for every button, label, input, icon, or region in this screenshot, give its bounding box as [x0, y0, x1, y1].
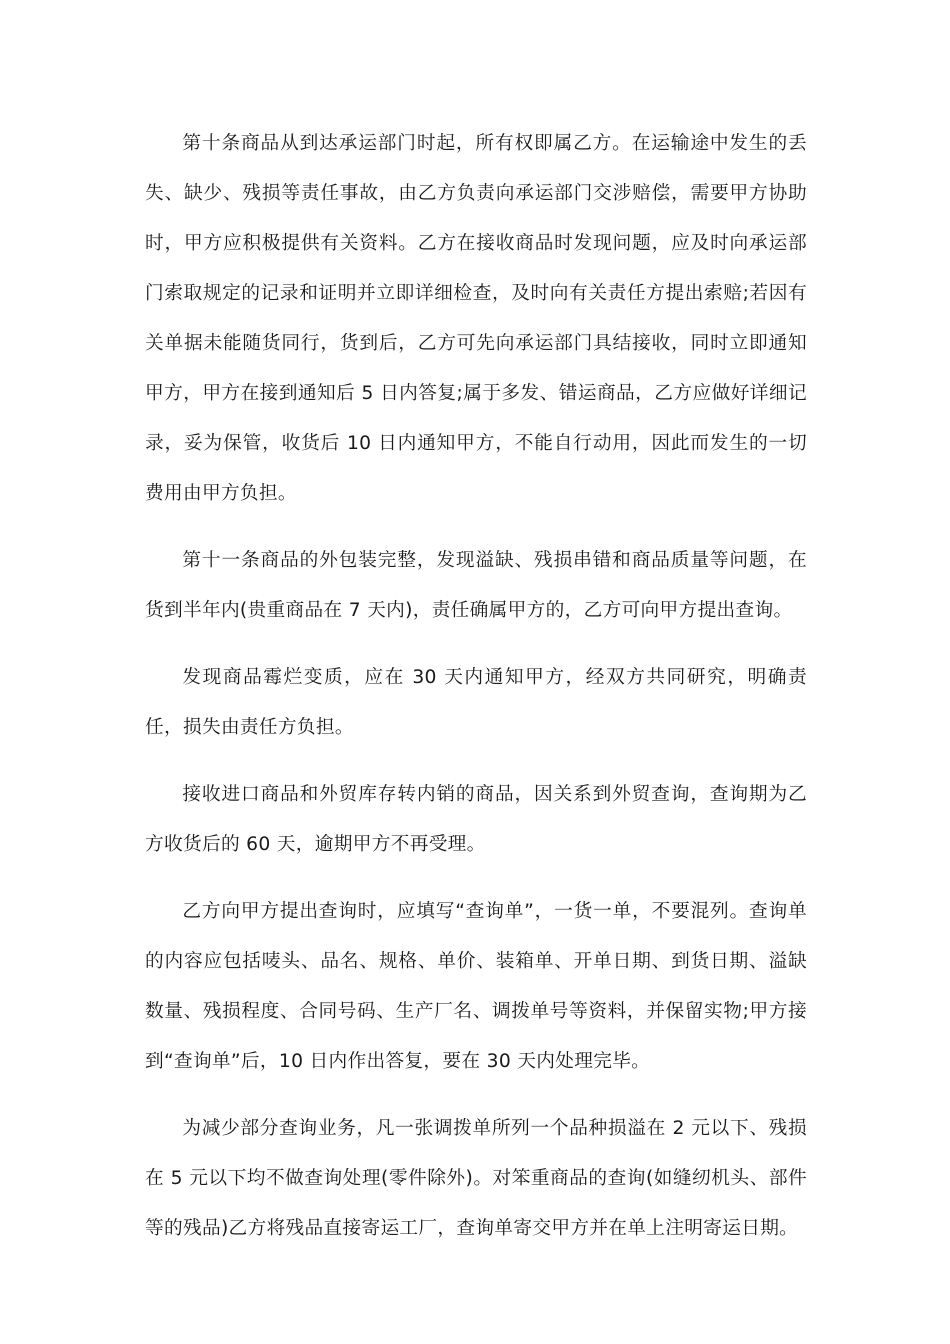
paragraph-query-exemption: 为减少部分查询业务，凡一张调拨单所列一个品种损溢在 2 元以下、残损在 5 元以下均不做查询处理(零件除外)。对笨重商品的查询(如缝纫机头、部件等的残品)乙方将残品直接寄运工厂，查询单寄交甲方并在单上注明寄运日期。: [145, 1118, 807, 1239]
paragraph-spoilage: 发现商品霉烂变质，应在 30 天内通知甲方，经双方共同研究，明确责任，损失由责任方负担。: [145, 667, 807, 738]
paragraph-article-10: 第十条商品从到达承运部门时起，所有权即属乙方。在运输途中发生的丢失、缺少、残损等责任事故，由乙方负责向承运部门交涉赔偿，需要甲方协助时，甲方应积极提供有关资料。乙方在接收商品时发现问题，应及时向承运部门索取规定的记录和证明并立即详细检查，及时向有关责任方提出索赔;若因有关单据未能随货同行，货到后，乙方可先向承运部门具结接收，同时立即通知甲方，甲方在接到通知后 5 日内答复;属于多发、错运商品，乙方应做好详细记录，妥为保管，收货后 10 日内通知甲方，不能自行动用，因此而发生的一切费用由甲方负担。: [145, 133, 807, 504]
paragraph-import-goods: 接收进口商品和外贸库存转内销的商品，因关系到外贸查询，查询期为乙方收货后的 60 天，逾期甲方不再受理。: [145, 784, 807, 855]
paragraph-query-form: 乙方向甲方提出查询时，应填写“查询单”，一货一单，不要混列。查询单的内容应包括唛头、品名、规格、单价、装箱单、开单日期、到货日期、溢缺数量、残损程度、合同号码、生产厂名、调拨单号等资料，并保留实物;甲方接到“查询单”后，10 日内作出答复，要在 30 天内处理完毕。: [145, 901, 807, 1072]
document-body: [145, 119, 807, 1271]
paragraph-article-11: 第十一条商品的外包装完整，发现溢缺、残损串错和商品质量等问题，在货到半年内(贵重商品在 7 天内)，责任确属甲方的，乙方可向甲方提出查询。: [145, 550, 807, 621]
